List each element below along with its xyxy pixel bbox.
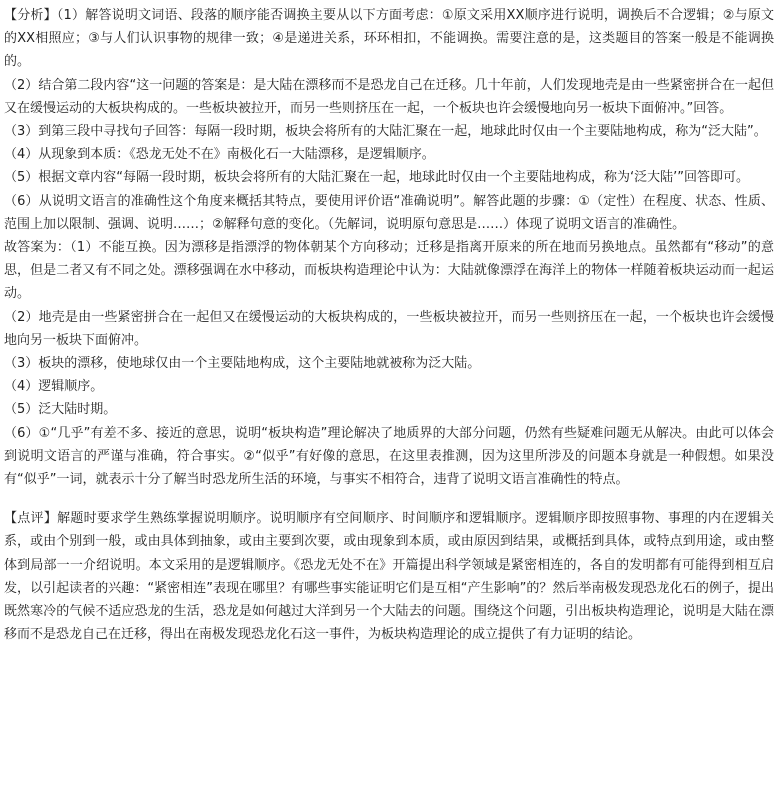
analysis-paragraph-1: 【分析】（1）解答说明文词语、段落的顺序能否调换主要从以下方面考虑：①原文采用XX顺序进行说明，调换后不合逻辑；②与原文的XX相照应；③与人们认识事物的规律一致；④是递进关系，环环相扣，不能调换。需要注意的是，这类题目的答案一般是不能调换的。 <box>4 8 774 70</box>
analysis-paragraph-5: （5）根据文章内容“每隔一段时期，板块会将所有的大陆汇聚在一起，地球此时仅由一个主要陆地构成，称为‘泛大陆’”回答即可。 <box>4 170 750 186</box>
analysis-section <box>4 4 774 491</box>
answer-paragraph-4: （4）逻辑顺序。 <box>4 379 104 395</box>
analysis-paragraph-2: （2）结合第二段内容“这一问题的答案是：是大陆在漂移而不是恐龙自己在迁移。几十年前，人们发现地壳是由一些紧密拼合在一起但又在缓慢运动的大板块构成的。一些板块被拉开，而另一些则挤压在一起，一个板块也许会缓慢地向另一板块下面俯冲。”回答。 <box>4 77 774 116</box>
comment-section <box>4 507 774 646</box>
answer-paragraph-5: （5）泛大陆时期。 <box>4 402 117 418</box>
analysis-paragraph-4: （4）从现象到本质：《恐龙无处不在》南极化石一大陆漂移，是逻辑顺序。 <box>4 147 435 163</box>
analysis-paragraph-6: （6）从说明文语言的准确性这个角度来概括其特点，要使用评价语“准确说明”。解答此题的步骤：①（定性）在程度、状态、性质、范围上加以限制、强调、说明……；②解释句意的变化。（先解词，说明原句意思是……）体现了说明文语言的准确性。 <box>4 193 774 232</box>
answer-paragraph-6: （6）①“几乎”有差不多、接近的意思，说明“板块构造”理论解决了地质界的大部分问题，仍然有些疑难问题无从解决。由此可以体会到说明文语言的严谨与准确，符合事实。②“似乎”有好像的意思，在这里表推测，因为这里所涉及的问题本身就是一种假想。如果没有“似乎”一词，就表示十分了解当时恐龙所生活的环境，与事实不相符合，违背了说明文语言准确性的特点。 <box>4 425 774 488</box>
answer-paragraph-2: （2）地壳是由一些紧密拼合在一起但又在缓慢运动的大板块构成的，一些板块被拉开，而另一些则挤压在一起，一个板块也许会缓慢地向另一板块下面俯冲。 <box>4 309 774 348</box>
answer-paragraph-1: 故答案为：（1）不能互换。因为漂移是指漂浮的物体朝某个方向移动；迁移是指离开原来的所在地而另换地点。虽然都有“移动”的意思，但是二者又有不同之处。漂移强调在水中移动，而板块构造理论中认为：大陆就像漂浮在海洋上的物体一样随着板块运动而一起运动。 <box>4 240 774 302</box>
answer-paragraph-3: （3）板块的漂移，使地球仅由一个主要陆地构成，这个主要陆地就被称为泛大陆。 <box>4 356 481 372</box>
section-gap <box>4 491 774 507</box>
comment-paragraph: 【点评】解题时要求学生熟练掌握说明顺序。说明顺序有空间顺序、时间顺序和逻辑顺序。逻辑顺序即按照事物、事理的内在逻辑关系，或由个别到一般，或由具体到抽象，或由主要到次要，或由现象到本质，或由原因到结果，或概括到具体，或特点到用途，或由整体到局部一一介绍说明。本文采用的是逻辑顺序。《恐龙无处不在》开篇提出科学领域是紧密相连的，各自的发明都有可能得到相互启发，以引起读者的兴趣：“紧密相连”表现在哪里？有哪些事实能证明它们是互相“产生影响”的？然后举南极发现恐龙化石的例子，提出既然寒冷的气候不适应恐龙的生活，恐龙是如何越过大洋到另一个大陆去的问题。围绕这个问题，引出板块构造理论，说明是大陆在漂移而不是恐龙自己在迁移，得出在南极发现恐龙化石这一事件，为板块构造理论的成立提供了有力证明的结论。 <box>4 511 774 643</box>
analysis-paragraph-3: （3）到第三段中寻找句子回答：每隔一段时期，板块会将所有的大陆汇聚在一起，地球此时仅由一个主要陆地构成，称为“泛大陆”。 <box>4 124 767 140</box>
